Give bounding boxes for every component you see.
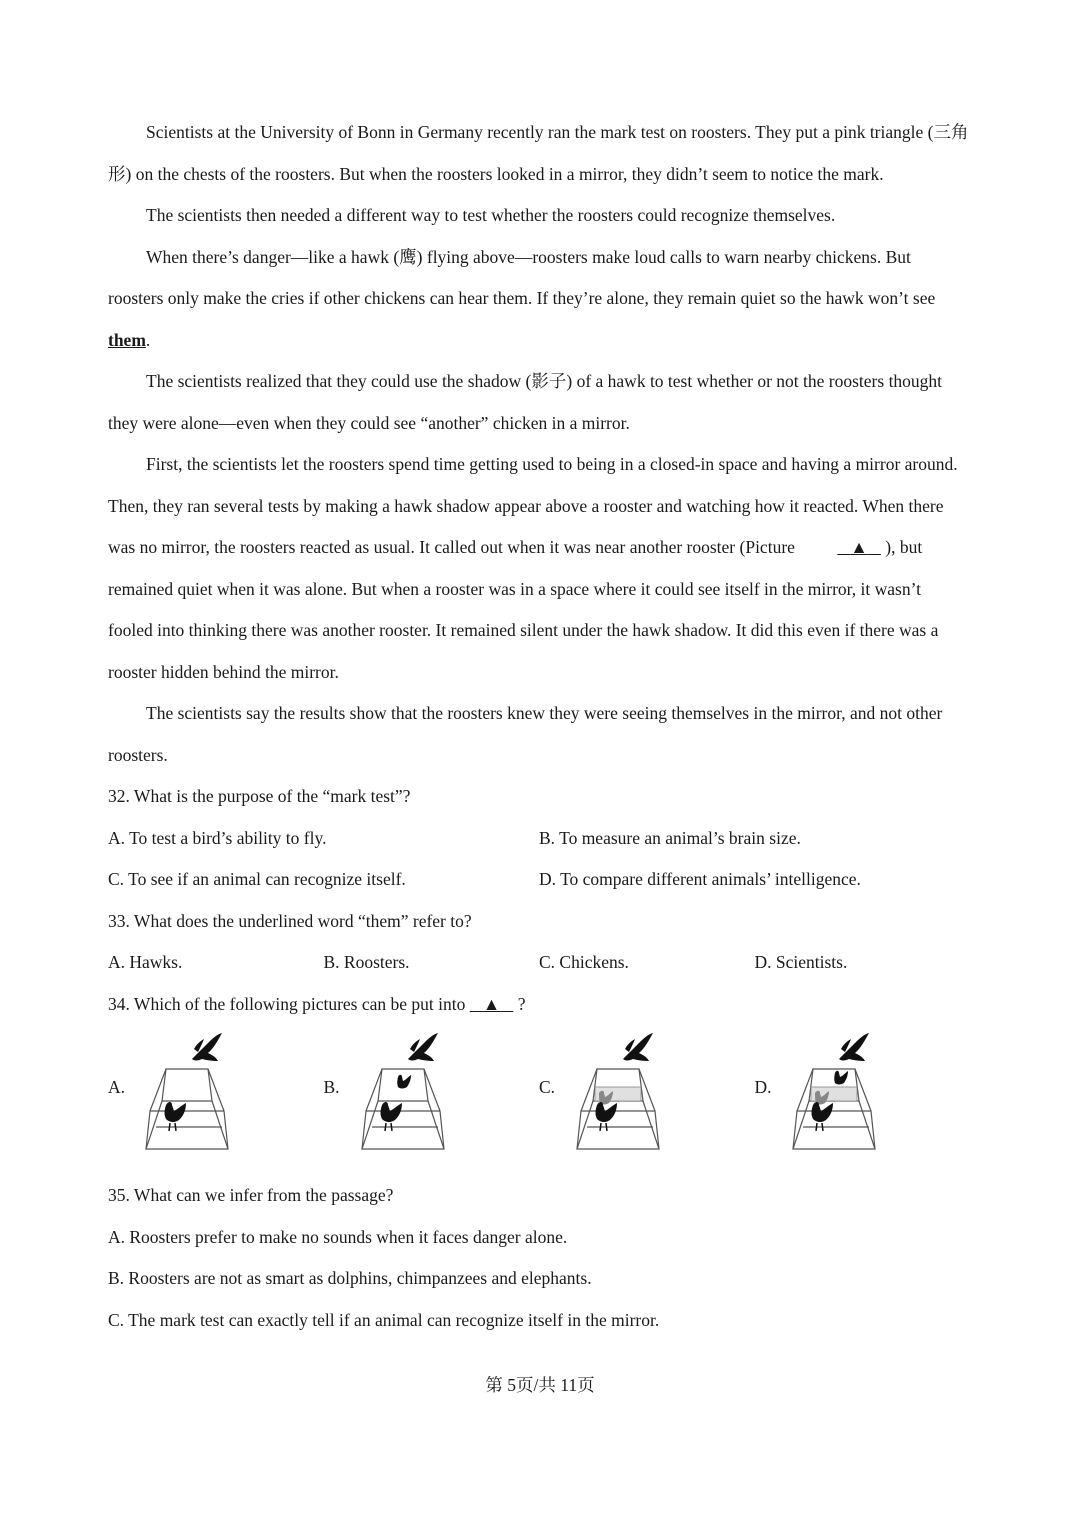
question-33-stem: 33. What does the underlined word “them” refer to?: [108, 910, 472, 931]
option-label: C.: [539, 1077, 556, 1097]
picture-option-d[interactable]: [755, 1031, 971, 1167]
passage-paragraph: The scientists say the results show that the roosters knew they were seeing themselves in the mirror, and not other roosters.: [108, 703, 943, 765]
rooster-box-illustration: [789, 1031, 879, 1151]
passage-text: .: [145, 329, 151, 350]
passage-paragraph: The scientists realized that they could use the shadow (影子) of a hawk to test whether or not the roosters thought they were alone—even when they could see “another” chicken in a mirror.: [108, 371, 943, 433]
hawk-icon: [839, 1033, 869, 1061]
option-b[interactable]: B. Roosters are not as smart as dolphins, chimpanzees and elephants.: [108, 1268, 592, 1288]
hawk-icon: [408, 1033, 438, 1061]
passage-text: First, the scientists let the roosters spend time getting used to being in a closed-in space and having a mirror around. Then, they ran several tests by making a hawk shadow appear above a rooster and watching how it reacted. When there was no mirror, the roosters reacted as usual. It called out when it was near another rooster (Picture: [108, 454, 958, 557]
rooster-icon: [834, 1071, 848, 1085]
rooster-box-illustration: [142, 1031, 232, 1151]
question-34-pictures: [108, 1031, 970, 1167]
option-label: D.: [754, 1077, 772, 1097]
passage-text: When there’s danger—like a hawk (鹰) flying above—roosters make loud calls to warn nearby chickens. But roosters only make the cries if other chickens can hear them. If they’re alone, they remain quiet so the hawk won’t see: [108, 246, 936, 308]
underlined-word: them: [108, 329, 146, 350]
passage-text: ), but remained quiet when it was alone. But when a rooster was in a space where it could see itself in the mirror, it wasn’t fooled into thinking there was another rooster. It remained silent under the hawk shadow. It did this even if there was a rooster hidden behind the mirror.: [108, 537, 939, 682]
hawk-icon: [623, 1033, 653, 1061]
picture-option-a[interactable]: [108, 1031, 324, 1167]
rooster-icon: [397, 1075, 411, 1089]
page-footer: 第 5页/共 11页: [485, 1375, 595, 1395]
passage-paragraph: [108, 237, 970, 362]
question-34-stem: 34. Which of the following pictures can be put into ▲ ?: [108, 984, 970, 1026]
passage-paragraph: The scientists then needed a different way to test whether the roosters could recognize themselves.: [146, 205, 836, 225]
rooster-box-illustration: [573, 1031, 663, 1151]
answer-blank: ▲: [482, 993, 501, 1014]
picture-option-c[interactable]: [539, 1031, 755, 1167]
question-32-stem: 32. What is the purpose of the “mark test”?: [108, 786, 411, 806]
page-content: [108, 112, 970, 1341]
rooster-box-illustration: [358, 1031, 448, 1151]
passage-paragraph: Scientists at the University of Bonn in Germany recently ran the mark test on roosters. They put a pink triangle (三角形) on the chests of the roosters. But when the roosters looked in a mirror, they didn’t seem to notice the mark.: [108, 122, 969, 184]
option-d[interactable]: D. Scientists.: [754, 952, 848, 972]
option-c[interactable]: C. Chickens.: [539, 952, 629, 972]
passage-paragraph: [108, 444, 970, 693]
option-b[interactable]: B. Roosters.: [323, 952, 410, 972]
question-35-stem: 35. What can we infer from the passage?: [108, 1185, 394, 1205]
question-32-options-row: [108, 859, 970, 901]
question-32-options-row: [108, 818, 970, 860]
option-c[interactable]: C. The mark test can exactly tell if an animal can recognize itself in the mirror.: [108, 1309, 660, 1330]
hawk-icon: [192, 1033, 222, 1061]
option-a[interactable]: A. Roosters prefer to make no sounds when it faces danger alone.: [108, 1226, 568, 1247]
option-label: A.: [108, 1077, 126, 1097]
option-d[interactable]: D. To compare different animals’ intelligence.: [539, 869, 861, 889]
option-b[interactable]: B. To measure an animal’s brain size.: [539, 827, 801, 848]
question-33-options-row: [108, 942, 970, 984]
picture-option-b[interactable]: [324, 1031, 540, 1167]
option-a[interactable]: A. Hawks.: [108, 952, 183, 972]
option-a[interactable]: A. To test a bird’s ability to fly.: [108, 827, 327, 848]
answer-blank: ▲: [850, 537, 868, 557]
option-c[interactable]: C. To see if an animal can recognize itself.: [108, 869, 406, 889]
option-label: B.: [323, 1077, 340, 1097]
